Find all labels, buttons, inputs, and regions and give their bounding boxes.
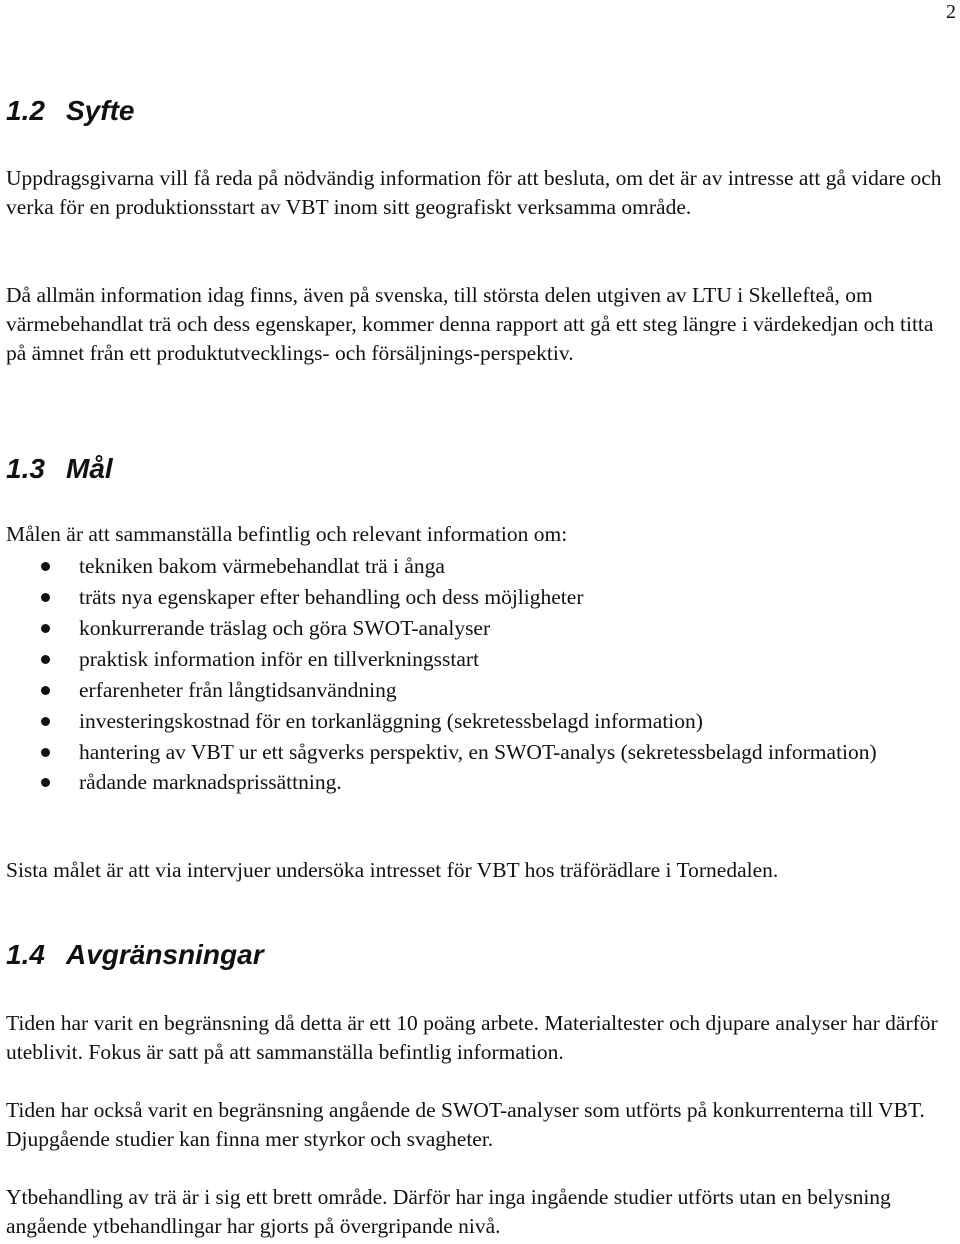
- paragraph-syfte-2: Då allmän information idag finns, även på svenska, till största delen utgiven av LTU i Skellefteå, om värmebehandlat trä och dess egenskaper, kommer denna rapport att gå ett steg längre i värdekedjan och titta på ämnet från ett produktutvecklings- och försäljnings-perspektiv.: [6, 283, 934, 365]
- list-item: [0, 706, 950, 737]
- list-item-text: rådande marknadsprissättning.: [79, 770, 342, 794]
- list-item: [0, 613, 950, 644]
- section-heading-avgransningar: [6, 938, 264, 972]
- bullet-icon: [41, 593, 50, 602]
- list-item: [0, 551, 950, 582]
- paragraph-avgransningar-1: Tiden har varit en begränsning då detta är ett 10 poäng arbete. Materialtester och djupare analyser har därför uteblivit. Fokus är satt på att sammanställa befintlig information.: [6, 1011, 938, 1064]
- section-title: Avgränsningar: [66, 939, 264, 970]
- bullet-icon: [41, 562, 50, 571]
- goals-intro: Målen är att sammanställa befintlig och relevant information om:: [6, 522, 568, 546]
- bullet-icon: [41, 655, 50, 664]
- bullet-icon: [41, 748, 50, 757]
- paragraph-avgransningar-3: Ytbehandling av trä är i sig ett brett område. Därför har inga ingående studier utförts utan en belysning angående ytbehandlingar har gjorts på övergripande nivå.: [6, 1185, 891, 1238]
- list-item-text: tekniken bakom värmebehandlat trä i ånga: [79, 554, 445, 578]
- list-item: [0, 675, 950, 706]
- section-heading-syfte: [6, 94, 134, 128]
- list-item-text: träts nya egenskaper efter behandling och dess möjligheter: [79, 585, 584, 609]
- list-item: [0, 582, 950, 613]
- list-item-text: investeringskostnad för en torkanläggning (sekretessbelagd information): [79, 709, 703, 733]
- list-item-text: konkurrerande träslag och göra SWOT-analyser: [79, 616, 491, 640]
- goals-closing: Sista målet är att via intervjuer undersöka intresset för VBT hos träförädlare i Tornedalen.: [6, 858, 779, 882]
- list-item: [0, 767, 950, 798]
- paragraph-syfte-1: Uppdragsgivarna vill få reda på nödvändig information för att besluta, om det är av intresse att gå vidare och verka för en produktionsstart av VBT inom sitt geografiskt verksamma område.: [6, 166, 942, 219]
- list-item-text: hantering av VBT ur ett sågverks perspektiv, en SWOT-analys (sekretessbelagd information): [79, 740, 877, 764]
- paragraph-avgransningar-2: Tiden har också varit en begränsning angående de SWOT-analyser som utförts på konkurrenterna till VBT. Djupgående studier kan finna mer styrkor och svagheter.: [6, 1098, 925, 1151]
- bullet-icon: [41, 778, 50, 787]
- bullet-icon: [41, 717, 50, 726]
- list-item: [0, 644, 950, 675]
- list-item-text: praktisk information inför en tillverkningsstart: [79, 647, 480, 671]
- section-heading-mal: [6, 452, 113, 486]
- section-title: Mål: [66, 453, 113, 484]
- list-item-text: erfarenheter från långtidsanvändning: [79, 678, 397, 702]
- section-number: 1.3: [6, 453, 45, 484]
- section-number: 1.4: [6, 939, 45, 970]
- section-number: 1.2: [6, 95, 45, 126]
- page-number: 2: [946, 1, 956, 23]
- bullet-icon: [41, 686, 50, 695]
- section-title: Syfte: [66, 95, 135, 126]
- goals-list: [0, 551, 950, 798]
- list-item: [0, 737, 899, 767]
- bullet-icon: [41, 624, 50, 633]
